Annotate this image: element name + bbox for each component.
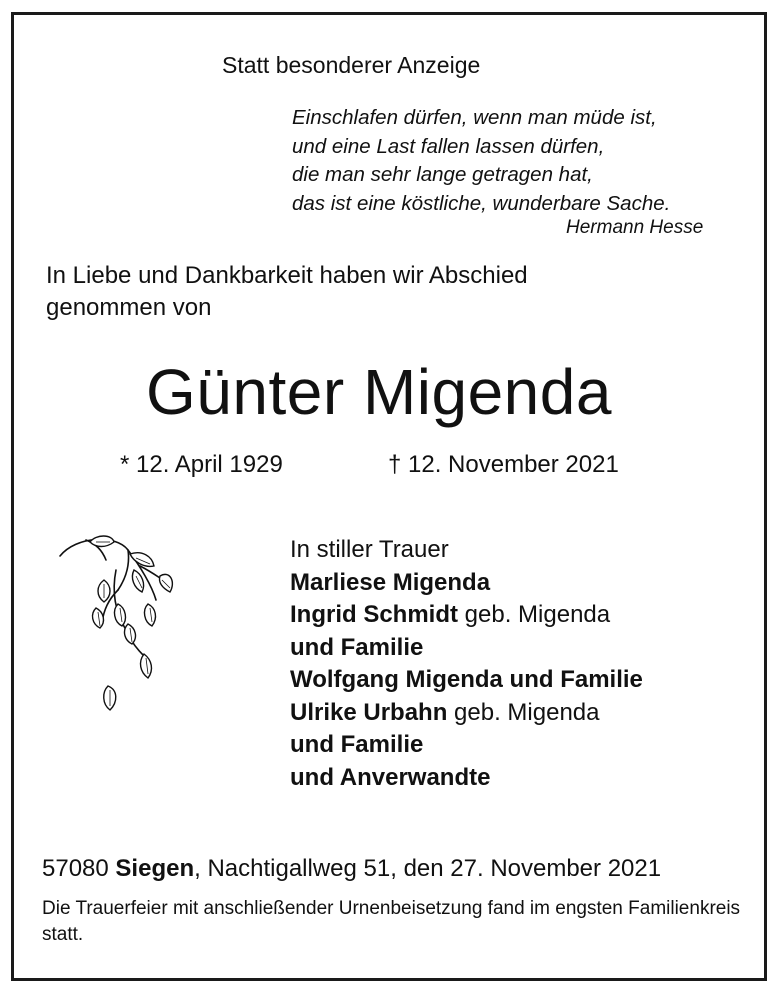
mourner-entry bbox=[290, 632, 643, 665]
mourner-name: Ulrike Urbahn bbox=[290, 698, 448, 726]
deceased-name: Günter Migenda bbox=[146, 356, 612, 428]
mourners-list bbox=[290, 534, 643, 794]
notice-header: Statt besonderer Anzeige bbox=[222, 52, 481, 78]
mourner-name: und Familie bbox=[290, 633, 424, 661]
mourner-name: Ingrid Schmidt bbox=[290, 601, 458, 628]
place-date-line bbox=[42, 855, 661, 883]
poem-quote bbox=[292, 104, 670, 218]
mourner-entry bbox=[290, 762, 643, 795]
mourners-heading: In stiller Trauer bbox=[290, 536, 449, 563]
death-date: † 12. November 2021 bbox=[388, 451, 619, 478]
quote-author: Hermann Hesse bbox=[566, 217, 704, 238]
quote-line: und eine Last fallen lassen dürfen, bbox=[292, 134, 605, 158]
intro-line: In Liebe und Dankbarkeit haben wir Abschied bbox=[46, 262, 528, 289]
quote-line: das ist eine köstliche, wunderbare Sache. bbox=[292, 191, 671, 215]
mourner-entry bbox=[290, 729, 643, 762]
mourner-suffix: geb. Migenda bbox=[447, 698, 600, 726]
mourner-name: und Anverwandte bbox=[290, 763, 491, 791]
mourner-name: und Familie bbox=[290, 731, 424, 758]
mourner-entry bbox=[290, 599, 643, 632]
intro-line: genommen von bbox=[46, 294, 212, 321]
city: Siegen bbox=[115, 855, 195, 882]
mourner-name: Marliese Migenda bbox=[290, 568, 491, 596]
birth-date: * 12. April 1929 bbox=[120, 451, 283, 478]
quote-line: Einschlafen dürfen, wenn man müde ist, bbox=[292, 106, 657, 129]
postcode: 57080 bbox=[42, 855, 109, 882]
mourner-entry bbox=[290, 697, 643, 730]
quote-line: die man sehr lange getragen hat, bbox=[292, 163, 593, 186]
mourner-entry bbox=[290, 664, 643, 697]
mourner-suffix: geb. Migenda bbox=[458, 601, 611, 628]
address-date: , Nachtigallweg 51, den 27. November 2021 bbox=[194, 855, 662, 882]
leaf-branch-icon bbox=[56, 530, 186, 725]
mourner-name: Wolfgang Migenda und Familie bbox=[290, 666, 643, 693]
intro-text bbox=[46, 260, 528, 324]
mourner-entry bbox=[290, 567, 643, 600]
funeral-note: Die Trauerfeier mit anschließender Urnenbeisetzung fand im engsten Familienkreis statt. bbox=[42, 898, 741, 945]
